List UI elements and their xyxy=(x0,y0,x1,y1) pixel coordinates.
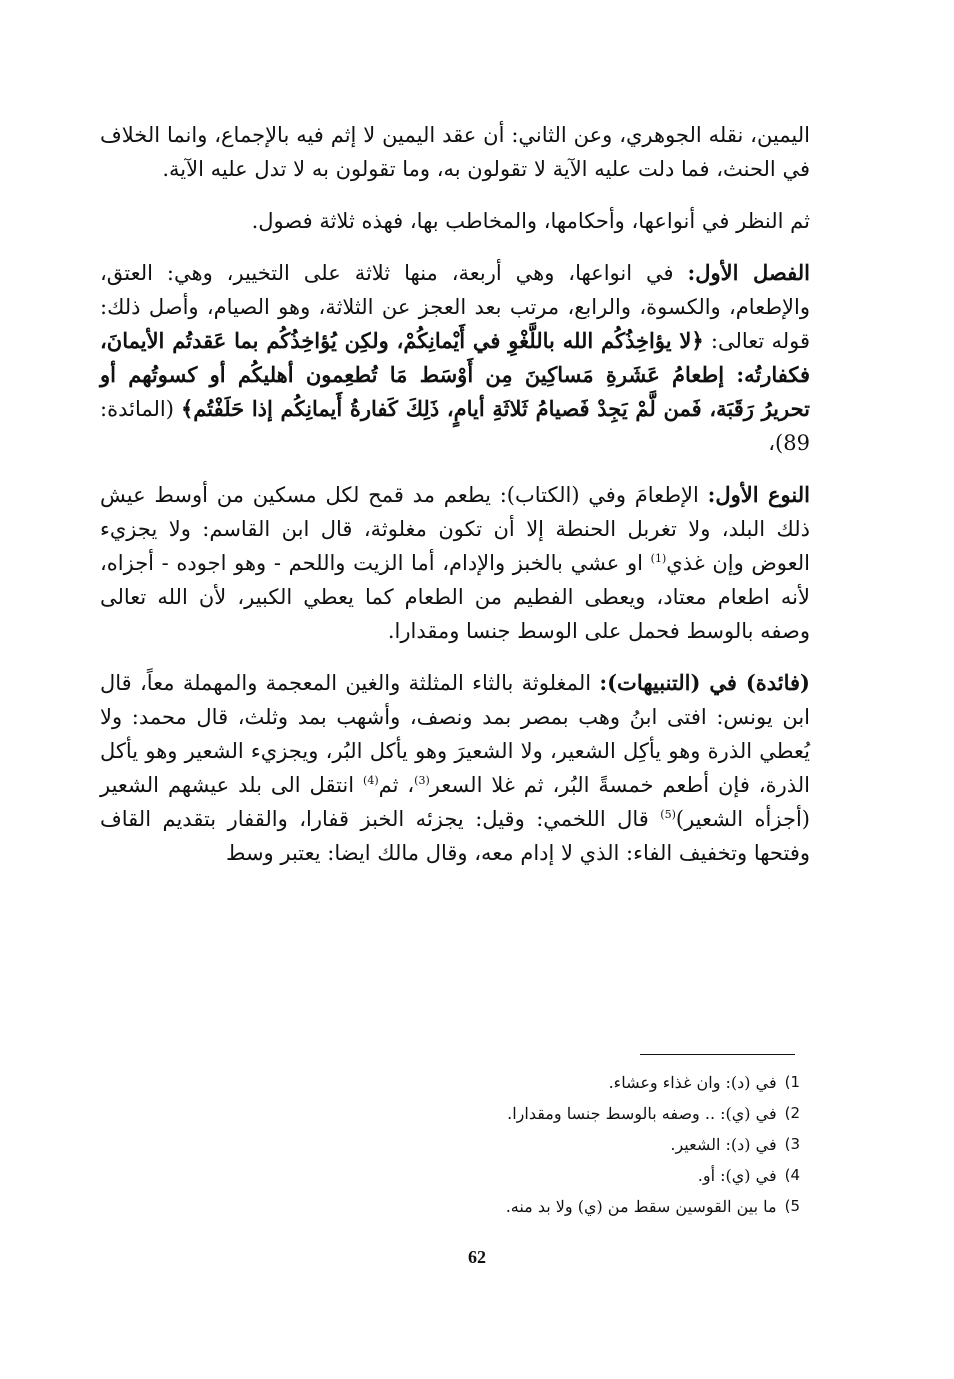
footnote-item xyxy=(400,1098,800,1129)
footnote-separator xyxy=(640,1054,795,1055)
footnote-text: في (ي): .. وصفه بالوسط جنسا ومقدارا. xyxy=(507,1104,777,1123)
footnote-item xyxy=(400,1160,800,1191)
footnote-item xyxy=(400,1129,800,1160)
section-heading: الفصل الأول: xyxy=(687,260,810,285)
verse-reference: (المائدة: 89)، xyxy=(100,397,810,455)
footnote-number: 3) xyxy=(784,1135,800,1153)
footnote-marker-1: (1) xyxy=(650,552,667,565)
type-heading: النوع الأول: xyxy=(707,482,810,507)
footnote-number: 1) xyxy=(784,1073,800,1091)
paragraph-1-text: اليمين، نقله الجوهري، وعن الثاني: أن عقد اليمين لا إثم فيه بالإجماع، وانما الخلاف في الحنث، فما دلت عليه الآية لا تقولون به، وما تقولون به لا تدل عليه الآية. xyxy=(100,123,810,181)
paragraph-5 xyxy=(100,666,810,870)
footnote-text: في (د): وان غذاء وعشاء. xyxy=(608,1073,777,1092)
footnote-item xyxy=(400,1191,800,1222)
footnote-number: 2) xyxy=(784,1104,800,1122)
footnote-text: ما بين القوسين سقط من (ي) ولا بد منه. xyxy=(505,1197,777,1216)
main-text xyxy=(100,118,810,884)
footnote-marker-5: (5) xyxy=(660,808,676,821)
paragraph-5-text-d: قال اللخمي: وقيل: يجزئه الخبز قفارا، والقفار بتقديم القاف وفتحها وتخفيف الفاء: الذي لا إدام معه، وقال مالك ايضا: يعتبر وسط xyxy=(100,807,810,865)
quran-verse: ﴿لا يؤاخِذُكُم الله باللَّغْوِ في أَيْمانِكُمْ، ولكِن يُؤاخِذُكُم بما عَقدتُم الأيمانَ، فكفارتُه: إطعامُ عَشَرةِ مَساكِينَ مِن أَوْسَط مَا تُطعِمون أهليكُم أو كسوتُهم أو تحريرُ رَقَبَة، فَمن لَّمْ يَجِدْ فَصيامُ ثَلاثَةِ أيامٍ، ذَلِكَ كَفارةُ أَيمانِكُم إذا حَلَفْتُم﴾ xyxy=(100,328,810,421)
paragraph-5-text-c: انتقل الى بلد عيشهم الشعير (أجزأه الشعير) xyxy=(100,773,810,831)
paragraph-4 xyxy=(100,478,810,648)
note-heading: (فائدة) في (التنبيهات): xyxy=(599,670,810,695)
footnote-text: في (ي): أو. xyxy=(697,1166,777,1185)
paragraph-3-text: في انواعها، وهي أربعة، منها ثلاثة على التخيير، وهي: العتق، والإطعام، والكسوة، والرابع، مرتب بعد العجز عن الثلاثة، وهو الصيام، وأصل ذلك: قوله تعالى: xyxy=(100,261,810,353)
paragraph-1 xyxy=(100,118,810,186)
paragraph-3 xyxy=(100,256,810,460)
paragraph-4-text-b: او عشي بالخبز والإدام، أما الزيت واللحم - وهو اجوده - أجزاه، لأنه اطعام معتاد، ويعطى الفطيم من الطعام كما يعطي الكبير، لأن الله تعالى وصفه بالوسط فحمل على الوسط جنسا ومقدارا. xyxy=(100,551,810,643)
footnote-number: 5) xyxy=(784,1197,800,1215)
footnote-text: في (د): الشعير. xyxy=(670,1135,777,1154)
paragraph-2 xyxy=(100,204,810,238)
footnote-item xyxy=(400,1067,800,1098)
paragraph-2-text: ثم النظر في أنواعها، وأحكامها، والمخاطب بها، فهذه ثلاثة فصول. xyxy=(251,209,810,233)
paragraph-5-text-a: المغلوثة بالثاء المثلثة والغين المعجمة والمهملة معاً، قال ابن يونس: افتى ابنُ وهب بمصر بمد ونصف، وأشهب بمد وثلث، قال محمد: ولا يُعطي الذرة وهو يأكِل الشعير، ولا الشعيرَ وهو يأكل البُر، ويجزيء الشعير وهو يأكل الذرة، فإن أطعم خمسةً البُر، ثم غلا السعر xyxy=(100,671,810,797)
page-number: 62 xyxy=(468,1247,486,1267)
footnotes-list xyxy=(400,1067,800,1222)
footnote-number: 4) xyxy=(784,1166,800,1184)
paragraph-5-text-b: ، ثم xyxy=(378,773,415,797)
footnote-marker-3: (3) xyxy=(414,774,430,787)
footnote-marker-4: (4) xyxy=(363,774,379,787)
paragraph-4-text-a: الإطعامَ وفي (الكتاب): يطعم مد قمح لكل مسكين من أوسط عيش ذلك البلد، ولا تغربل الحنطة إلا أن تكون مغلوثة، قال ابن القاسم: ولا يجزيء العوض وإن غذي xyxy=(100,483,810,575)
